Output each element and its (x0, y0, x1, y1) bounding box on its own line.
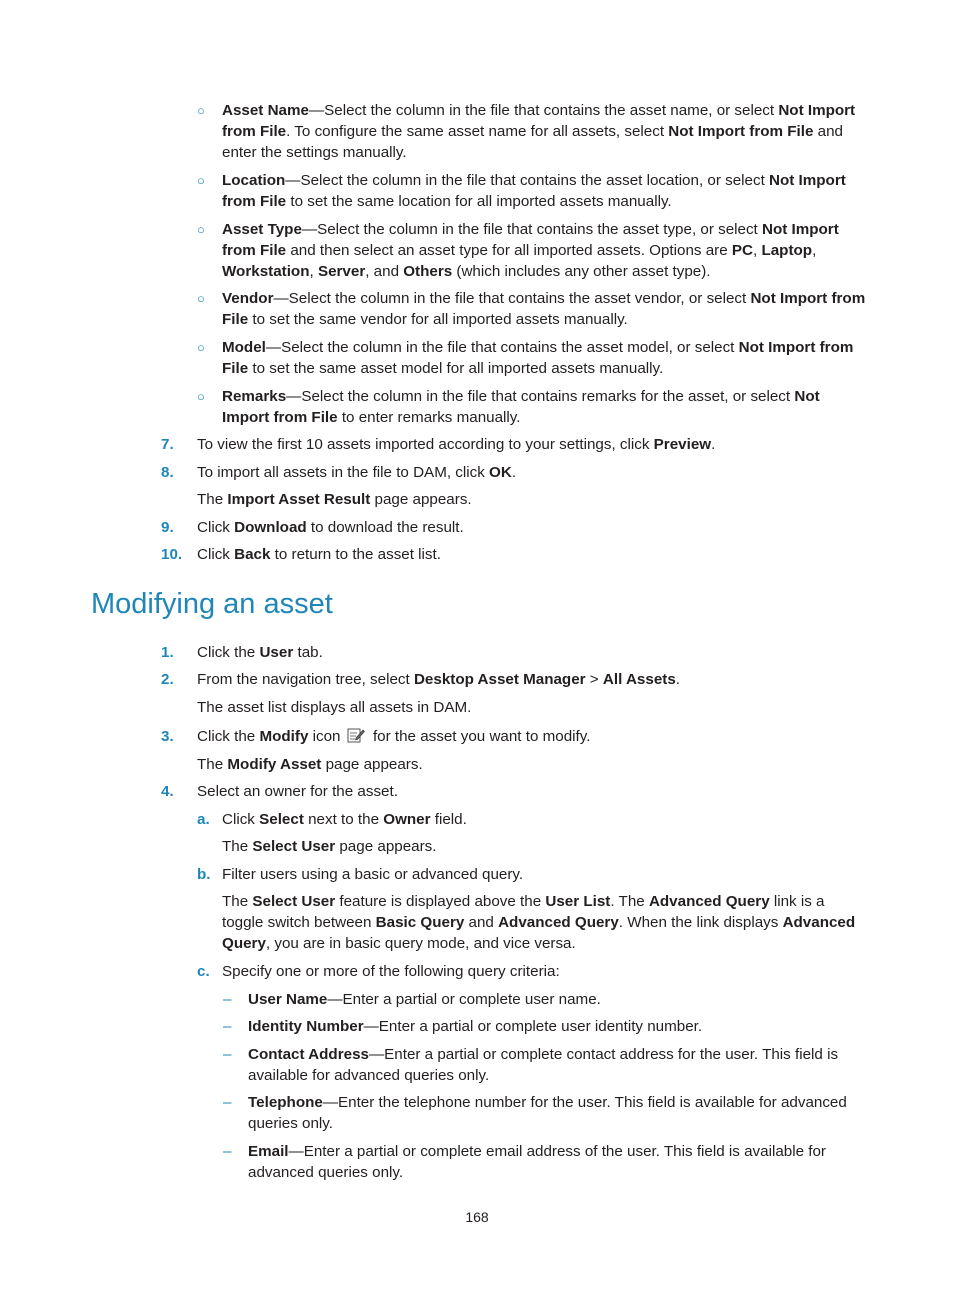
bold-term: User Name (248, 991, 328, 1008)
text-run: From the navigation tree, select (197, 671, 414, 688)
modify-icon (347, 727, 365, 743)
text-run: to download the result. (306, 519, 464, 536)
bold-term: Import Asset Result (227, 491, 371, 508)
text-run: To view the first 10 assets imported according to your settings, click (197, 436, 654, 453)
bold-term: Select User (252, 893, 336, 910)
text-run: icon (308, 728, 345, 745)
text-run: —Enter a partial or complete email address of the user. This field is available for advanced queries only. (248, 1143, 826, 1181)
bold-term: Asset Name (222, 102, 309, 119)
text-run: —Select the column in the file that contains the asset model, or select (265, 339, 739, 356)
text-run: . The (610, 893, 649, 910)
text-run: to set the same vendor for all imported assets manually. (248, 311, 628, 328)
bold-term: Advanced Query (498, 914, 619, 931)
substep-letter: b. (197, 866, 211, 883)
bold-term: Advanced Query (648, 893, 770, 910)
text-run: The asset list displays all assets in DAM. (197, 699, 472, 716)
bold-term: Workstation (222, 263, 310, 280)
bold-term: Not Import from File (222, 221, 839, 259)
step-number: 9. (161, 519, 174, 536)
bold-term: Not Import from File (222, 339, 854, 377)
text-run: , and (365, 263, 404, 280)
bullet-marker: ○ (197, 291, 205, 306)
substep-text (222, 809, 867, 830)
text-run: Click the (197, 644, 260, 661)
step-number: 7. (161, 436, 174, 453)
text-run: to enter remarks manually. (337, 409, 521, 426)
text-run: tab. (293, 644, 323, 661)
bold-term: Others (403, 263, 453, 280)
bold-term: User (259, 644, 294, 661)
bullet-marker: ○ (197, 389, 205, 404)
bold-term: Select User (252, 838, 336, 855)
text-run: and enter the settings manually. (222, 123, 843, 161)
bullet-remarks (222, 386, 867, 428)
bold-term: Vendor (222, 290, 274, 307)
step-text (197, 642, 867, 663)
text-run: link is a toggle switch between (222, 893, 825, 931)
bold-term: Not Import from File (222, 102, 856, 140)
bullet-marker: ○ (197, 103, 205, 118)
step-number: 1. (161, 644, 174, 661)
substep-text (222, 961, 867, 982)
bold-term: Identity Number (248, 1018, 364, 1035)
text-run: Click (222, 811, 260, 828)
bold-term: Basic Query (375, 914, 465, 931)
step-number: 10. (161, 546, 183, 563)
step-result-text (197, 754, 867, 775)
bold-term: OK (489, 464, 512, 481)
bold-term: Not Import from File (668, 123, 814, 140)
text-run: . (711, 436, 716, 453)
text-run: to set the same asset model for all imported assets manually. (248, 360, 664, 377)
substep-letter: c. (197, 963, 210, 980)
step-text (197, 544, 867, 565)
text-run: —Enter a partial or complete contact address for the user. This field is available for advanced queries only. (248, 1046, 839, 1084)
bold-term: Telephone (248, 1094, 323, 1111)
substep-detail-text (222, 891, 867, 954)
bold-term: Contact Address (248, 1046, 369, 1063)
text-run: to return to the asset list. (270, 546, 441, 563)
substep-letter: a. (197, 811, 210, 828)
text-run: Filter users using a basic or advanced query. (222, 866, 524, 883)
bold-term: Location (222, 172, 286, 189)
text-run: The (197, 756, 228, 773)
step-number: 4. (161, 783, 174, 800)
text-run: —Enter a partial or complete user name. (327, 991, 601, 1008)
dash-marker: – (223, 991, 232, 1008)
text-run: —Select the column in the file that contains remarks for the asset, or select (286, 388, 795, 405)
text-run: > (585, 671, 603, 688)
step-text (197, 434, 867, 455)
dash-marker: – (223, 1143, 232, 1160)
criterion-contact-address (248, 1044, 866, 1086)
bullet-model (222, 337, 867, 379)
bold-term: Model (222, 339, 266, 356)
text-run: . (675, 671, 680, 688)
text-run: To import all assets in the file to DAM, click (197, 464, 490, 481)
bold-term: Remarks (222, 388, 287, 405)
text-run: and then select an asset type for all imported assets. Options are (286, 242, 732, 259)
criterion-user-name (248, 989, 866, 1010)
bold-term: Owner (383, 811, 431, 828)
substep-result-text (222, 836, 867, 857)
text-run: for the asset you want to modify. (368, 728, 591, 745)
text-run: , you are in basic query mode, and vice versa. (265, 935, 576, 952)
dash-marker: – (223, 1094, 232, 1111)
text-run: —Enter a partial or complete user identity number. (363, 1018, 703, 1035)
text-run: . To configure the same asset name for all assets, select (286, 123, 669, 140)
text-run: field. (430, 811, 467, 828)
bold-term: All Assets (602, 671, 676, 688)
step-number: 3. (161, 728, 174, 745)
bold-term: Not Import from File (222, 172, 846, 210)
bold-term: Not Import from File (222, 290, 866, 328)
text-run: . (511, 464, 517, 481)
bold-term: PC (731, 242, 753, 259)
bullet-location (222, 170, 867, 212)
text-run: to set the same location for all imported assets manually. (286, 193, 672, 210)
text-run: , (309, 263, 318, 280)
page-number: 168 (465, 1209, 489, 1225)
text-run: , (812, 242, 817, 259)
text-run: , (753, 242, 762, 259)
bold-term: Asset Type (222, 221, 302, 238)
step-text (197, 462, 867, 483)
bold-term: Laptop (761, 242, 813, 259)
bold-term: Advanced Query (222, 914, 856, 952)
bullet-marker: ○ (197, 340, 205, 355)
step-result-text (197, 697, 867, 718)
text-run: The (222, 893, 253, 910)
bullet-marker: ○ (197, 222, 205, 237)
text-run: next to the (303, 811, 384, 828)
text-run: The (222, 838, 253, 855)
dash-marker: – (223, 1046, 232, 1063)
bold-term: Select (259, 811, 304, 828)
step-result-text (197, 489, 867, 510)
criterion-telephone (248, 1092, 866, 1134)
text-run: Select an owner for the asset. (197, 783, 398, 800)
bullet-vendor (222, 288, 867, 330)
bullet-asset-type (222, 219, 867, 282)
text-run: feature is displayed above the (335, 893, 546, 910)
step-text (197, 726, 867, 747)
bullet-asset-name (222, 100, 867, 163)
bold-term: Preview (653, 436, 712, 453)
text-run: page appears. (370, 491, 472, 508)
bold-term: Not Import from File (222, 388, 820, 426)
step-number: 2. (161, 671, 174, 688)
text-run: —Enter the telephone number for the user. This field is available for advanced queries only. (248, 1094, 847, 1132)
text-run: —Select the column in the file that contains the asset name, or select (308, 102, 779, 119)
text-run: and (464, 914, 499, 931)
text-run: —Select the column in the file that contains the asset vendor, or select (273, 290, 751, 307)
text-run: Click (197, 519, 235, 536)
text-run: —Select the column in the file that contains the asset location, or select (285, 172, 770, 189)
substep-text (222, 864, 867, 885)
bold-term: Email (248, 1143, 289, 1160)
text-run: . When the link displays (618, 914, 783, 931)
text-run: (which includes any other asset type). (452, 263, 711, 280)
bullet-marker: ○ (197, 173, 205, 188)
text-run: Specify one or more of the following query criteria: (222, 963, 560, 980)
step-number: 8. (161, 464, 174, 481)
text-run: page appears. (321, 756, 423, 773)
step-text (197, 669, 867, 690)
bold-term: Modify (259, 728, 309, 745)
dash-marker: – (223, 1018, 232, 1035)
text-run: Click (197, 546, 235, 563)
bold-term: Modify Asset (227, 756, 322, 773)
step-text (197, 517, 867, 538)
text-run: page appears. (335, 838, 437, 855)
text-run: The (197, 491, 228, 508)
bold-term: Back (234, 546, 271, 563)
text-run: —Select the column in the file that contains the asset type, or select (301, 221, 762, 238)
section-heading: Modifying an asset (91, 588, 333, 620)
bold-term: Server (317, 263, 366, 280)
text-run: Click the (197, 728, 260, 745)
bold-term: User List (545, 893, 611, 910)
criterion-email (248, 1141, 866, 1183)
step-text (197, 781, 867, 802)
criterion-identity-number (248, 1016, 866, 1037)
bold-term: Desktop Asset Manager (413, 671, 586, 688)
bold-term: Download (234, 519, 307, 536)
